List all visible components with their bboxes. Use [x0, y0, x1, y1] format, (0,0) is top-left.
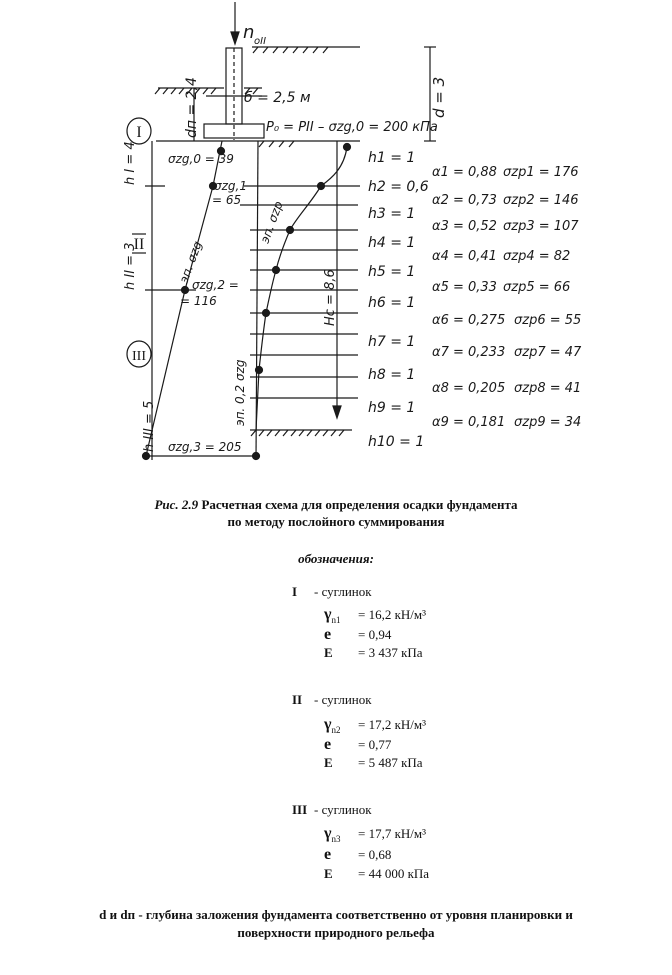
soil-title: I - суглинок	[292, 584, 372, 599]
sublayer-alpha-5: α5 = 0,33	[432, 280, 497, 295]
soil-e: e = 0,77	[324, 736, 392, 753]
sublayer-szp-7: σzp7 = 47	[514, 345, 582, 360]
sublayer-alpha-6: α6 = 0,275	[432, 313, 506, 328]
sublayer-alpha-2: α2 = 0,73	[432, 193, 497, 208]
b-label: б = 2,5 м	[244, 90, 311, 106]
soil-title: III - суглинок	[292, 802, 372, 817]
sublayer-szp-2: σzp2 = 146	[503, 193, 579, 208]
layer-h2: h II = 3	[123, 242, 138, 290]
load-arrowhead	[231, 32, 239, 44]
layer-numeral-3	[127, 341, 151, 367]
sublayer-table	[368, 150, 582, 450]
sublayer-h-8: h8 = 1	[368, 367, 416, 383]
zg0-label: σzg,0 = 39	[168, 152, 234, 166]
sublayer-szp-9: σzp9 = 34	[514, 415, 582, 430]
curve-zg-label: эп. σzg	[176, 239, 205, 286]
soil-gamma: $\gamma_{n1} = 16,2$ кН/м³	[324, 606, 427, 626]
zg2-value: = 116	[180, 294, 217, 308]
sublayer-h-6: h6 = 1	[368, 295, 416, 311]
svg-text:III: III	[132, 349, 146, 364]
layer-h3: h III = 5	[142, 400, 157, 452]
p0-label: P₀ = PII – σzg,0 = 200 кПа	[266, 120, 438, 135]
curve-zp-label: эп. σzp	[257, 199, 286, 246]
planning-level	[252, 47, 360, 53]
settlement-diagram	[0, 0, 672, 470]
footnote	[0, 906, 672, 942]
hc-label: Hс = 8,6	[323, 269, 338, 326]
soil-E: E = 44 000 кПа	[324, 866, 430, 881]
zg3-label: σzg,3 = 205	[168, 440, 242, 454]
soil-gamma: $\gamma_{n2} = 17,2$ кН/м³	[324, 716, 427, 736]
load-sub: oII	[254, 36, 267, 47]
sublayer-alpha-4: α4 = 0,41	[432, 249, 497, 264]
soil-e: e = 0,94	[324, 626, 392, 643]
svg-text:II: II	[133, 236, 145, 253]
sublayer-alpha-3: α3 = 0,52	[432, 219, 497, 234]
svg-text:I: I	[136, 124, 142, 141]
sublayer-h-10: h10 = 1	[368, 434, 425, 450]
sublayer-h-1: h1 = 1	[368, 150, 416, 166]
dn-label: dп = 2,4	[184, 77, 200, 138]
sublayer-h-5: h5 = 1	[368, 264, 416, 280]
curve-zg02-label: эп. 0,2 σzg	[233, 359, 247, 426]
soil-E: E = 5 487 кПа	[324, 755, 423, 770]
layer-h1: h I = 4	[123, 141, 138, 185]
sublayer-szp-1: σzp1 = 176	[503, 165, 579, 180]
load-label: n	[243, 22, 255, 43]
sublayer-szp-4: σzp4 = 82	[503, 249, 571, 264]
sublayer-szp-6: σzp6 = 55	[514, 313, 582, 328]
bottom-ground	[250, 430, 352, 436]
sublayer-h-3: h3 = 1	[368, 206, 416, 222]
sublayer-h-2: h2 = 0,6	[368, 179, 429, 195]
figure-caption	[0, 496, 672, 513]
sublayer-alpha-9: α9 = 0,181	[432, 415, 506, 430]
soil-title: II - суглинок	[292, 692, 372, 707]
soil-E: E = 3 437 кПа	[324, 645, 423, 660]
zg1-label: σzg,1	[214, 179, 247, 193]
sublayer-h-9: h9 = 1	[368, 400, 416, 416]
layer-numeral-1	[127, 118, 151, 144]
d-label: d = 3	[430, 76, 448, 118]
sublayer-alpha-7: α7 = 0,233	[432, 345, 506, 360]
zg2-label: σzg,2 =	[192, 278, 239, 292]
soil-gamma: $\gamma_{n3} = 17,7$ кН/м³	[324, 825, 427, 845]
sublayer-szp-3: σzp3 = 107	[503, 219, 579, 234]
zg1-value: = 65	[212, 193, 242, 207]
caption-number: Рис. 2.9	[154, 497, 199, 512]
caption-line1: Расчетная схема для определения осадки фундамента	[201, 497, 518, 512]
soil-e: e = 0,68	[324, 846, 392, 863]
sublayer-h-7: h7 = 1	[368, 334, 416, 350]
sublayer-szp-5: σzp5 = 66	[503, 280, 571, 295]
sublayer-h-4: h4 = 1	[368, 235, 416, 251]
sublayer-alpha-1: α1 = 0,88	[432, 165, 497, 180]
figure-caption-line2	[0, 513, 672, 530]
legend-title: обозначения:	[298, 551, 374, 566]
footnote-line2: поверхности природного рельефа	[237, 925, 435, 940]
sublayer-alpha-8: α8 = 0,205	[432, 381, 506, 396]
sublayer-szp-8: σzp8 = 41	[514, 381, 582, 396]
caption-line2: по методу послойного суммирования	[227, 514, 445, 529]
footnote-line1: d и dп - глубина заложения фундамента соответственно от уровня планировки и	[99, 907, 573, 922]
